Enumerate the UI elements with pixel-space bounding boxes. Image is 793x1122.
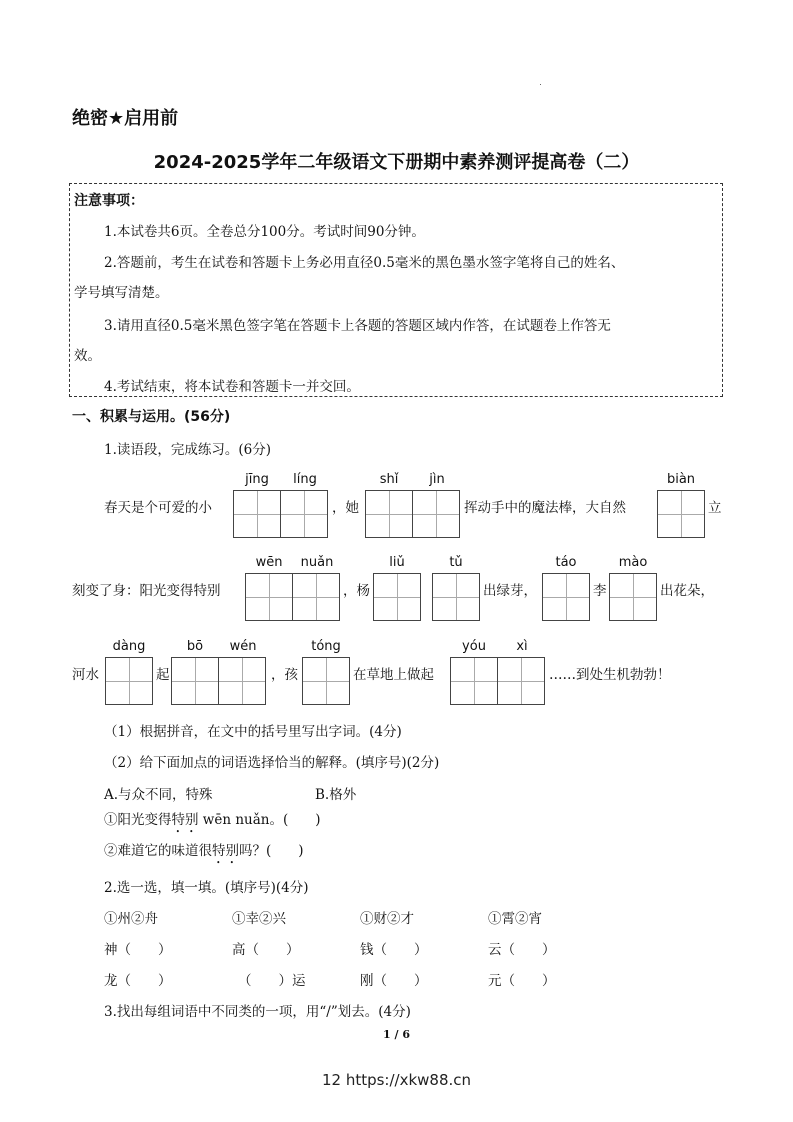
pinyin-ling: líng (293, 472, 317, 487)
notice-box (69, 183, 723, 397)
dotted-word-1: 特别 (171, 812, 199, 828)
pinyin-you: yóu (462, 639, 486, 654)
passage-row2-text1: 刻变了身：阳光变得特别 (72, 583, 221, 599)
passage-row3-text2: 起 (156, 667, 170, 683)
q2-blank-shen[interactable]: 神（ ） (104, 942, 172, 958)
write-box-dang[interactable] (105, 657, 153, 705)
q2-options-2: ①幸②兴 (232, 911, 286, 927)
q2-blank-qian[interactable]: 钱（ ） (360, 942, 428, 958)
q2-options-4: ①霄②宵 (488, 911, 542, 927)
pinyin-wen: wēn (255, 555, 283, 570)
choice-item-2-post[interactable]: 吗？( ) (239, 843, 304, 859)
passage-row1-text1: 春天是个可爱的小 (104, 500, 212, 516)
passage-row2-text4: 李 (593, 583, 607, 599)
pinyin-tong: tóng (311, 639, 341, 654)
notice-line-4: 4.考试结束，将本试卷和答题卡一并交回。 (104, 379, 360, 395)
footer-watermark: 12 https://xkw88.cn (321, 1071, 472, 1089)
pinyin-xi: xì (516, 639, 528, 654)
choice-item-2 (104, 839, 304, 867)
pinyin-dang: dàng (112, 639, 146, 654)
page-title: 2024-2025学年二年级语文下册期中素养测评提高卷（二） (153, 152, 640, 173)
notice-heading: 注意事项： (74, 193, 144, 209)
pinyin-liu: liǔ (389, 555, 405, 570)
write-box-tu[interactable] (432, 573, 480, 621)
q2-blank-gang[interactable]: 刚（ ） (360, 973, 428, 989)
passage-row1-text2: ，她 (332, 500, 359, 516)
passage-row3-text3: ，孩 (271, 667, 298, 683)
pinyin-tao: táo (555, 555, 577, 570)
pinyin-nuan: nuǎn (300, 555, 334, 570)
passage-row1-text4: 立 (708, 500, 722, 516)
write-box-bowen[interactable] (171, 657, 267, 705)
choice-item-1-post[interactable]: wēn nuǎn。( ) (198, 812, 321, 828)
passage-row2-text5: 出花朵， (660, 583, 714, 599)
notice-line-1: 1.本试卷共6页。全卷总分100分。考试时间90分钟。 (104, 224, 425, 240)
write-box-youxi[interactable] (450, 657, 546, 705)
q2-blank-yun2[interactable]: （ ）运 (238, 973, 306, 989)
write-box-tong[interactable] (302, 657, 350, 705)
write-box-liu[interactable] (373, 573, 421, 621)
notice-line-3a: 3.请用直径0.5毫米黑色签字笔在答题卡上各题的答题区域内作答，在试题卷上作答无 (104, 318, 611, 334)
passage-row1-text3: 挥动手中的魔法棒，大自然 (464, 500, 626, 516)
notice-line-2b: 学号填写清楚。 (74, 285, 169, 301)
write-box-shijin[interactable] (365, 490, 461, 538)
page-number: 1 / 6 (383, 1028, 410, 1041)
choice-item-1-pre: ①阳光变得 (104, 812, 172, 828)
question-3-prompt: 3.找出每组词语中不同类的一项，用“/”划去。(4分) (104, 1004, 411, 1020)
pinyin-jin: jìn (429, 472, 445, 487)
q2-blank-long[interactable]: 龙（ ） (104, 973, 172, 989)
dotted-word-2: 特别 (212, 843, 239, 859)
option-a: A.与众不同，特殊 (104, 787, 213, 803)
q2-blank-yuan[interactable]: 元（ ） (488, 973, 556, 989)
pinyin-bo: bō (186, 639, 204, 654)
passage-row3-text1: 河水 (72, 667, 99, 683)
pinyin-mao: mào (618, 555, 648, 570)
q2-blank-yun[interactable]: 云（ ） (488, 942, 556, 958)
choice-item-1 (104, 808, 321, 836)
q2-options-1: ①州②舟 (104, 911, 158, 927)
question-2-prompt: 2.选一选，填一填。(填序号)(4分) (104, 880, 309, 896)
notice-line-2a: 2.答题前，考生在试卷和答题卡上务必用直径0.5毫米的黑色墨水签字笔将自己的姓名、 (104, 255, 625, 271)
subquestion-2: （2）给下面加点的词语选择恰当的解释。(填序号)(2分) (104, 755, 440, 771)
passage-row3-text4: 在草地上做起 (353, 667, 434, 683)
passage-row2-text3: 出绿芽， (483, 583, 537, 599)
write-box-bian[interactable] (657, 490, 705, 538)
choice-item-2-pre: ②难道它的味道很 (104, 843, 212, 859)
q2-options-3: ①财②才 (360, 911, 414, 927)
confidential-label: 绝密★启用前 (72, 108, 179, 129)
pinyin-wen2: wén (229, 639, 257, 654)
pinyin-tu: tǔ (449, 555, 463, 570)
scan-speck (540, 84, 541, 85)
pinyin-shi: shǐ (379, 472, 399, 487)
notice-line-3b: 效。 (74, 348, 101, 364)
section-heading: 一、积累与运用。(56分) (72, 409, 231, 425)
question-1-prompt: 1.读语段，完成练习。(6分) (104, 442, 272, 458)
q2-blank-gao[interactable]: 高（ ） (232, 942, 300, 958)
passage-row3-text5: ……到处生机勃勃！ (549, 667, 671, 683)
write-box-jingling[interactable] (233, 490, 329, 538)
passage-row2-text2: ，杨 (343, 583, 370, 599)
write-box-wennuan[interactable] (245, 573, 341, 621)
write-box-tao[interactable] (542, 573, 590, 621)
pinyin-jing: jīng (245, 472, 269, 487)
option-b: B.格外 (315, 787, 357, 803)
subquestion-1: （1）根据拼音，在文中的括号里写出字词。(4分) (104, 724, 402, 740)
pinyin-bian: biàn (666, 472, 696, 487)
write-box-mao[interactable] (609, 573, 657, 621)
